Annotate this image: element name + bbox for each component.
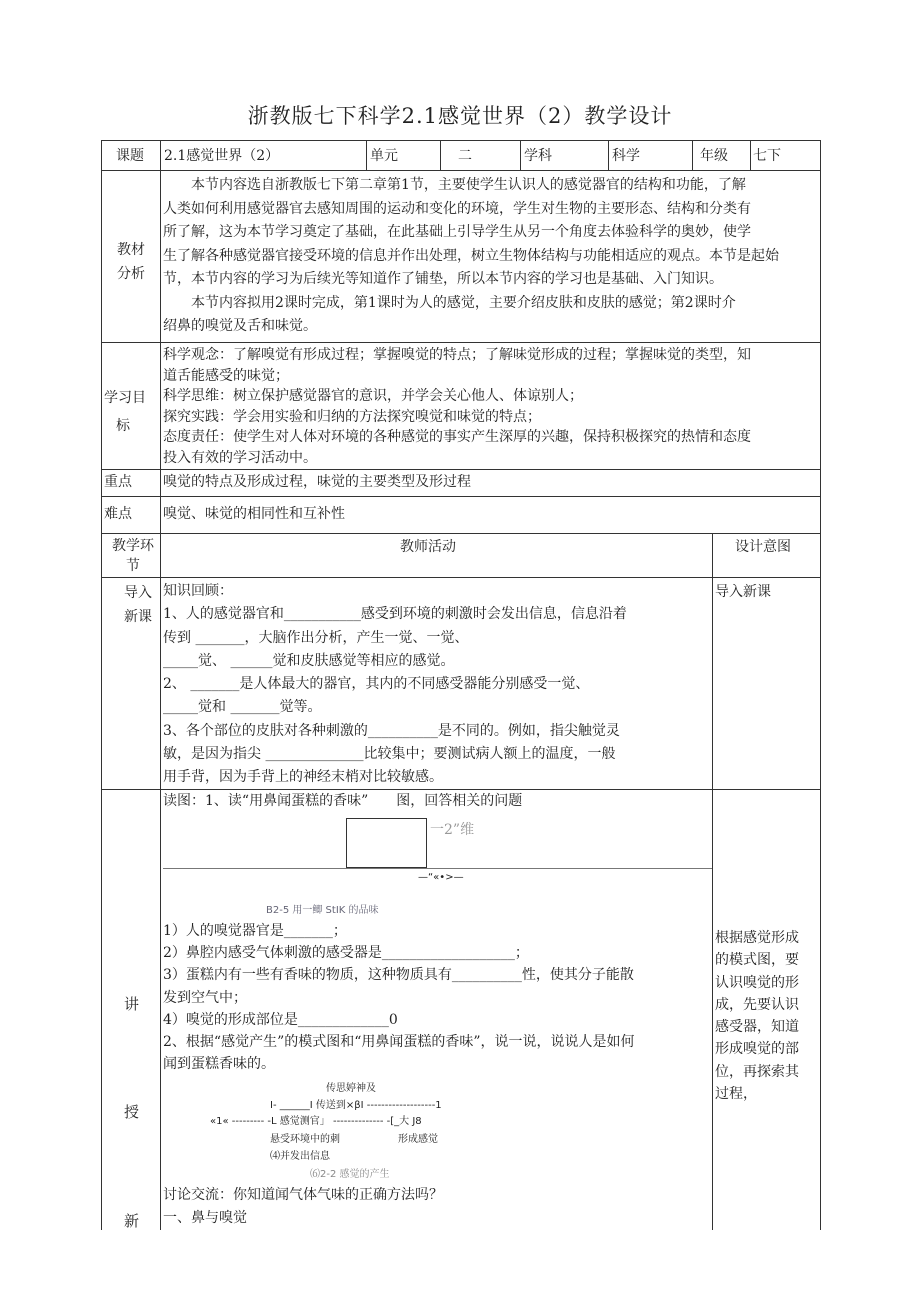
goals-line: 探究实践：学会用实验和归纳的方法探究嗅觉和味觉的特点；	[163, 408, 541, 425]
table-divider	[608, 140, 609, 170]
activity-head: 教师活动	[400, 539, 456, 555]
key-points-label: 重点	[104, 474, 132, 490]
goals-line: 科学思维：树立保护感觉器官的意识，并学会关心他人、体谅别人；	[163, 388, 583, 404]
key-points-value: 嗅觉的特点及形成过程，味觉的主要类型及形过程	[163, 474, 471, 490]
table-divider	[520, 140, 521, 170]
lecture-question: 2、根据“感觉产生”的模式图和“用鼻闻蛋糕的香味”，说一说，说说人是如何	[163, 1034, 635, 1051]
difficulties-label: 难点	[104, 506, 132, 522]
course-value: 2.1感觉世界（2）	[164, 148, 280, 164]
analysis-label-line: 教材	[117, 242, 145, 258]
stage-head-line: 教学环	[112, 538, 154, 554]
intro-line: 传到 _______，大脑作出分析，产生一觉、一觉、	[163, 629, 469, 646]
analysis-text	[163, 174, 818, 339]
intro-line: 用手背，因为手背上的神经末梢对比较敏感。	[163, 769, 443, 786]
lecture-intent-line: 的模式图，要	[715, 952, 799, 969]
stage-head-line: 节	[126, 558, 140, 574]
analysis-line: 绍鼻的嗅觉及舌和味觉。	[163, 318, 317, 334]
goals-label-line: 学习目	[104, 390, 146, 406]
goals-label	[104, 384, 146, 440]
figure-side-text: 一2”维	[430, 822, 475, 838]
analysis-line: 本节内容选自浙教版七下第二章第1节，主要使学生认识人的感觉器官的结构和功能，了解	[163, 177, 746, 193]
goals-text	[163, 345, 818, 468]
table-divider	[750, 140, 751, 170]
section-title: 一、鼻与嗅觉	[163, 1210, 247, 1226]
goals-line: 道舌能感受的味觉；	[163, 367, 289, 384]
table-border-left	[101, 140, 102, 1230]
table-rule	[101, 496, 821, 497]
lecture-intent-line: 过程，	[715, 1086, 757, 1103]
goals-line: 科学观念：了解嗅觉有形成过程；掌握嗅觉的特点；了解味觉形成的过程；掌握味觉的类型，知	[163, 347, 751, 363]
intro-stage-line: 新课	[124, 609, 152, 625]
analysis-line: 人类如何利用感觉器官去感知周围的运动和变化的环境，学生对生物的主要形态、结构和分类有	[163, 200, 751, 217]
analysis-line: 本节内容拟用2课时完成，第1课时为人的感觉，主要介绍皮肤和皮肤的感觉；第2课时介	[163, 294, 736, 311]
goals-line: 投入有效的学习活动中。	[163, 449, 317, 466]
intro-line: _____觉和 _______觉等。	[163, 699, 322, 716]
intro-stage-line: 导入	[124, 585, 152, 601]
analysis-line: 节，本节内容的学习为后续光等知道作了铺垫，所以本节内容的学习也是基础、入门知识。	[163, 271, 723, 287]
intro-line: 3、各个部位的皮肤对各种刺激的__________是不同的。例如，指尖触觉灵	[163, 722, 620, 739]
intro-intent: 导入新课	[715, 584, 771, 600]
table-divider	[160, 533, 161, 1230]
lecture-stage-char: 新	[124, 1212, 140, 1230]
table-rule	[101, 533, 821, 534]
table-divider	[160, 140, 161, 170]
figure-caption: B2-5 用一鲫 StIK 的品味	[266, 905, 379, 916]
lecture-question: 1）人的嗅觉器官是_______；	[163, 923, 347, 939]
lecture-stage-char: 授	[124, 1103, 140, 1121]
figure-ocr-line: —“«•>—	[418, 872, 464, 883]
lecture-stage-char: 讲	[124, 995, 140, 1013]
lecture-question: 3）蛋糕内有一些有香味的物质，这种物质具有__________性，使其分子能散	[163, 967, 634, 984]
course-label: 课题	[116, 148, 144, 164]
discussion-text: 讨论交流：你知道闻气体气味的正确方法吗？	[163, 1187, 443, 1203]
analysis-line: 生了解各种感觉器官接受环境的信息并作出处理，树立生物体结构与功能相适应的观点。本节是起始	[163, 247, 779, 264]
read-prompt: 读图：1、读“用鼻闻蛋糕的香味” 图，回答相关的问题	[163, 793, 523, 809]
intro-line: 1、人的感觉器官和___________感受到环境的刺激时会发出信息，信息沿着	[163, 606, 627, 623]
intro-line: _____觉、 ______觉和皮肤感觉等相应的感觉。	[163, 652, 455, 669]
difficulties-value: 嗅觉、味觉的相同性和互补性	[163, 506, 345, 522]
goals-label-line: 标	[116, 418, 130, 434]
lecture-question: 2）鼻腔内感受气体刺激的感受器是___________________；	[163, 945, 529, 962]
lecture-intent-line: 根据感觉形成	[715, 930, 799, 946]
figure-image-box	[346, 818, 427, 868]
figure-divider	[163, 868, 712, 869]
diagram-line: 传思婷神及	[326, 1083, 376, 1094]
analysis-label-line: 分析	[117, 266, 145, 282]
intro-line: 2、 _______是人体最大的器官，其内的不同感受器能分别感受一觉、	[163, 676, 590, 693]
intro-line: 知识回顾：	[163, 583, 233, 599]
intro-line: 敏，是因为指尖 ______________比较集中；要测试病人额上的温度，一般	[163, 746, 616, 763]
analysis-line: 所了解，这为本节学习奠定了基础，在此基础上引导学生从另一个角度去体验科学的奥妙，使学	[163, 224, 751, 240]
subject-label: 学科	[524, 148, 552, 164]
table-rule	[101, 140, 821, 141]
lecture-question: 闻到蛋糕香味的。	[163, 1056, 275, 1073]
document-title: 浙教版七下科学2.1感觉世界（2）教学设计	[247, 104, 673, 128]
table-divider	[160, 170, 161, 533]
table-rule	[101, 469, 821, 470]
table-divider	[366, 140, 367, 170]
table-rule	[101, 170, 821, 171]
diagram-line: 悬受环境中的刺	[270, 1134, 340, 1145]
lecture-intent-line: 感受器，知道	[715, 1019, 799, 1036]
lecture-intent-line: 认识嗅觉的形	[715, 974, 799, 991]
lecture-intent-line: 形成嗅觉的部	[715, 1041, 799, 1058]
diagram-caption: ⑹2-2 感觉的产生	[310, 1169, 390, 1180]
intro-stage	[118, 581, 158, 629]
goals-line: 态度责任：使学生对人体对环境的各种感觉的事实产生深厚的兴趣，保持积极探究的热情和态度	[163, 429, 751, 445]
intro-text	[163, 580, 711, 790]
table-border-right	[820, 140, 821, 1230]
unit-value: 二	[458, 148, 472, 164]
stage-head	[108, 536, 158, 576]
table-divider	[440, 140, 441, 170]
lecture-questions	[163, 920, 711, 1075]
table-divider	[712, 533, 713, 1230]
lecture-intent-line: 位，再探索其	[715, 1063, 799, 1080]
lecture-question: 发到空气中；	[163, 989, 247, 1006]
grade-value: 七下	[753, 148, 781, 164]
diagram-line: ⑷并发出信息	[270, 1151, 330, 1162]
table-divider	[692, 140, 693, 170]
unit-label: 单元	[370, 148, 398, 164]
diagram-line: I- ______I 传送到×βI -------------------1	[270, 1100, 442, 1111]
lecture-question: 4）嗅觉的形成部位是_____________0	[163, 1011, 398, 1028]
subject-value: 科学	[612, 148, 640, 164]
table-rule	[101, 342, 821, 343]
analysis-label	[117, 238, 145, 286]
diagram-line: 形成感觉	[398, 1134, 438, 1145]
diagram-line: «1« --------- -L 感觉测官」 -------------- -[_大 J8	[210, 1116, 422, 1127]
table-rule	[101, 577, 821, 578]
grade-label: 年级	[700, 148, 728, 164]
intent-head: 设计意图	[735, 539, 791, 555]
lecture-intent	[715, 927, 819, 1105]
lecture-intent-line: 成，先要认识	[715, 996, 799, 1013]
